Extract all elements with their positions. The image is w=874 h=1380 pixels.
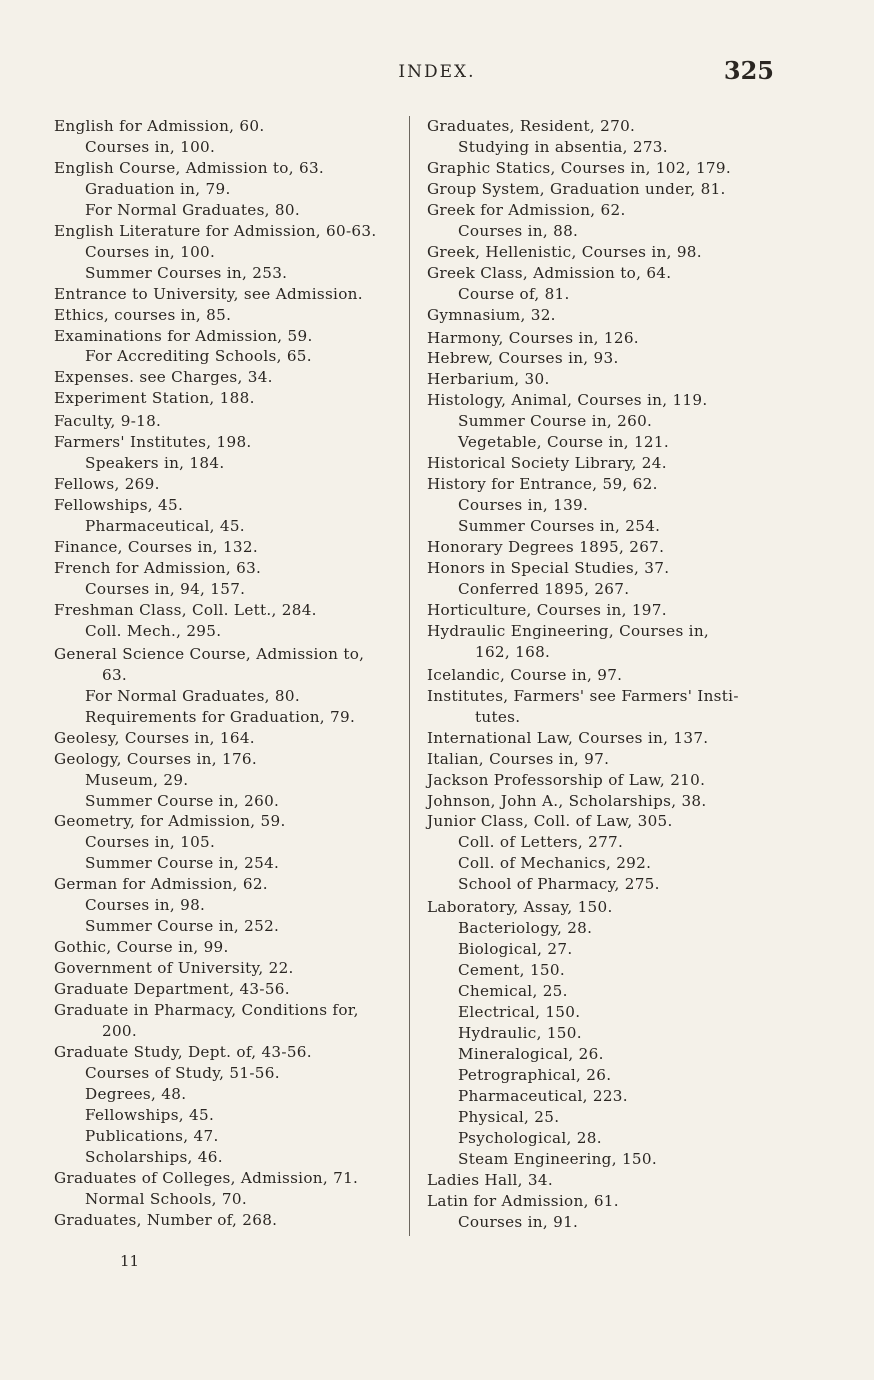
index-entry: Summer Course in, 260. [458,412,653,431]
index-entry: Honorary Degrees 1895, 267. [427,538,665,557]
index-entry: Histology, Animal, Courses in, 119. [427,391,708,410]
index-entry: Horticulture, Courses in, 197. [427,600,667,619]
running-head-title: INDEX. [398,62,476,82]
index-entry: Expenses. see Charges, 34. [54,368,273,387]
index-entry: General Science Course, Admission to, [54,644,365,663]
index-entry: Electrical, 150. [458,1003,581,1022]
index-entry: Freshman Class, Coll. Lett., 284. [54,600,317,619]
index-entry: Course of, 81. [458,284,570,303]
index-entry: Historical Society Library, 24. [427,454,667,473]
index-entry: Vegetable, Course in, 121. [458,433,669,452]
index-entry: Courses in, 94, 157. [85,579,246,598]
index-entry: Greek Class, Admission to, 64. [427,263,672,282]
index-entry: Speakers in, 184. [85,454,225,473]
index-entry: Icelandic, Course in, 97. [427,665,623,684]
index-entry: Fellowships, 45. [54,496,184,515]
index-entry: Hebrew, Courses in, 93. [427,349,619,368]
index-entry: Steam Engineering, 150. [458,1149,657,1168]
index-entry: Cement, 150. [458,961,565,980]
index-entry: Institutes, Farmers' see Farmers' Insti- [427,686,739,705]
index-entry: Graduates, Number of, 268. [54,1210,278,1229]
index-entry: Biological, 27. [458,940,573,959]
index-entry: Studying in absentia, 273. [458,137,668,156]
index-entry: Mineralogical, 26. [458,1044,604,1063]
index-entry: Coll. Mech., 295. [85,621,222,640]
index-entry: Honors in Special Studies, 37. [427,559,670,578]
index-entry: Farmers' Institutes, 198. [54,433,252,452]
index-entry: Entrance to University, see Admission. [54,284,363,303]
index-entry: Petrographical, 26. [458,1065,612,1084]
index-entry: Graduate Department, 43-56. [54,980,290,999]
signature-mark: 11 [120,1252,140,1270]
index-entry: For Normal Graduates, 80. [85,200,300,219]
index-entry: English for Admission, 60. [54,117,265,135]
index-entry: Group System, Graduation under, 81. [427,179,726,198]
index-entry: Courses in, 91. [458,1212,579,1231]
index-entry: Courses in, 139. [458,496,589,515]
index-entry: Graduate Study, Dept. of, 43-56. [54,1042,312,1061]
index-entry: Courses in, 98. [85,896,206,915]
index-entry: Physical, 25. [458,1107,560,1126]
index-entry: Geolesy, Courses in, 164. [54,728,255,747]
index-entry: Courses in, 105. [85,833,216,852]
index-entry: Finance, Courses in, 132. [54,538,258,557]
index-entry: Junior Class, Coll. of Law, 305. [427,812,673,831]
index-entry: Gymnasium, 32. [427,305,556,324]
index-entry: Chemical, 25. [458,982,568,1001]
index-entry: Johnson, John A., Scholarships, 38. [427,791,707,810]
index-entry: International Law, Courses in, 137. [427,728,709,747]
index-entry: Degrees, 48. [85,1084,187,1103]
index-entry: Jackson Professorship of Law, 210. [427,770,706,789]
page-number: 325 [723,56,774,85]
index-entry: Geology, Courses in, 176. [54,749,258,768]
index-entry: Ethics, courses in, 85. [54,305,232,324]
index-entry: English Course, Admission to, 63. [54,158,325,177]
index-entry: Summer Course in, 252. [85,917,280,936]
index-entry: Graduation in, 79. [85,179,231,198]
index-entry: Greek, Hellenistic, Courses in, 98. [427,242,702,261]
index-entry: Graphic Statics, Courses in, 102, 179. [427,158,731,177]
index-entry: Laboratory, Assay, 150. [427,898,613,917]
index-column-right [427,116,777,1233]
index-entry: Fellows, 269. [54,475,160,494]
index-entry: Coll. of Letters, 277. [458,833,624,852]
index-entry: School of Pharmacy, 275. [458,875,660,894]
index-entry: Courses of Study, 51-56. [85,1063,280,1082]
index-entry: Graduates of Colleges, Admission, 71. [54,1168,359,1187]
column-divider [409,116,410,1236]
index-entry: Harmony, Courses in, 126. [427,328,639,347]
index-entry: Faculty, 9-18. [54,412,162,431]
index-entry: Summer Courses in, 253. [85,263,288,282]
index-entry: Psychological, 28. [458,1128,602,1147]
index-entry: Fellowships, 45. [85,1105,215,1124]
index-entry: Examinations for Admission, 59. [54,326,313,345]
index-entry: Scholarships, 46. [85,1147,223,1166]
index-entry: Greek for Admission, 62. [427,200,626,219]
index-entry: Graduate in Pharmacy, Conditions for, [54,1001,359,1020]
index-entry: For Accrediting Schools, 65. [85,347,312,366]
index-entry: Requirements for Graduation, 79. [85,707,356,726]
index-entry: Hydraulic, 150. [458,1023,582,1042]
index-entry: Courses in, 88. [458,221,579,240]
index-entry: Bacteriology, 28. [458,919,593,938]
index-entry: Latin for Admission, 61. [427,1191,619,1210]
index-entry: Geometry, for Admission, 59. [54,812,286,831]
index-entry: Conferred 1895, 267. [458,579,630,598]
index-entry: 63. [102,665,128,684]
index-entry: Summer Courses in, 254. [458,517,661,536]
index-entry: 200. [102,1021,138,1040]
index-entry: Hydraulic Engineering, Courses in, [427,621,710,640]
index-entry: Coll. of Mechanics, 292. [458,854,652,873]
index-entry: tutes. [475,707,521,726]
index-entry: Courses in, 100. [85,137,216,156]
index-entry: Government of University, 22. [54,959,294,978]
index-entry: Experiment Station, 188. [54,389,255,408]
index-entry: Ladies Hall, 34. [427,1170,553,1189]
index-entry: Italian, Courses in, 97. [427,749,610,768]
index-entry: French for Admission, 63. [54,559,262,578]
index-entry: Publications, 47. [85,1126,219,1145]
index-entry: History for Entrance, 59, 62. [427,475,658,494]
index-entry: German for Admission, 62. [54,875,268,894]
index-entry: Summer Course in, 254. [85,854,280,873]
index-entry: Summer Course in, 260. [85,791,280,810]
index-entry: Herbarium, 30. [427,370,550,389]
index-column-left [54,116,404,1231]
index-entry: English Literature for Admission, 60-63. [54,221,377,240]
index-entry: Pharmaceutical, 223. [458,1086,628,1105]
index-entry: Museum, 29. [85,770,189,789]
index-entry: For Normal Graduates, 80. [85,686,300,705]
index-entry: Courses in, 100. [85,242,216,261]
index-entry: Gothic, Course in, 99. [54,938,229,957]
index-entry: Pharmaceutical, 45. [85,517,245,536]
index-entry: Normal Schools, 70. [85,1189,247,1208]
index-entry: Graduates, Resident, 270. [427,117,636,135]
index-entry: 162, 168. [475,642,551,661]
